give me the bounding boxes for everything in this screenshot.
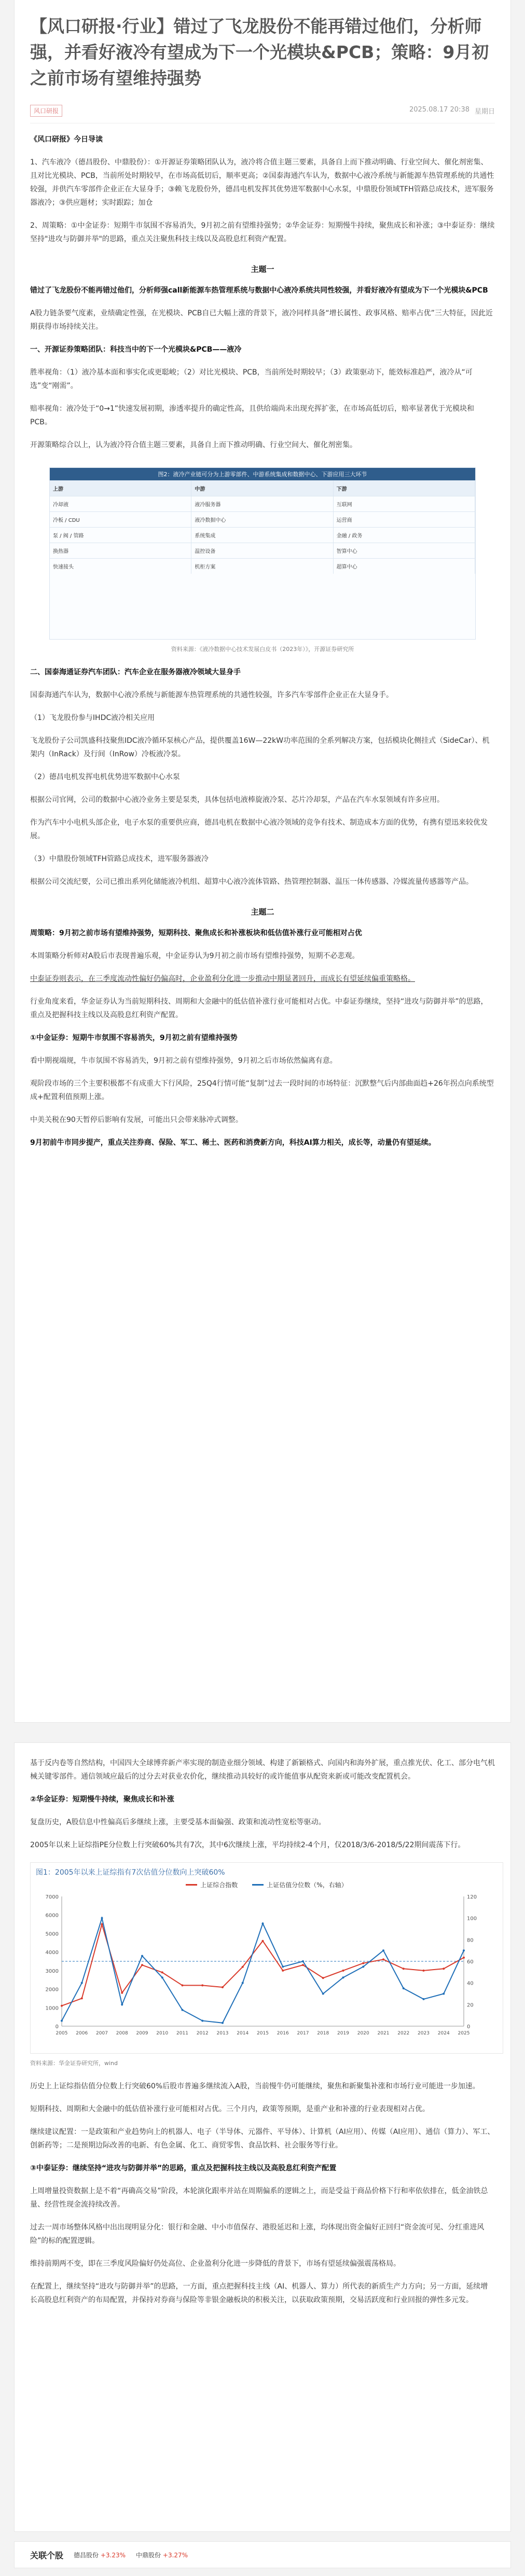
data-point bbox=[101, 1917, 103, 1919]
data-point bbox=[222, 1986, 224, 1988]
data-point bbox=[121, 1992, 123, 1994]
table-row bbox=[50, 543, 475, 558]
table-header-row bbox=[50, 480, 475, 496]
table-header-cell: 中游 bbox=[191, 481, 333, 496]
data-point bbox=[242, 1982, 244, 1984]
meta-right bbox=[409, 106, 495, 116]
theme2-subheading-1: ①中金证券：短期牛市氛围不容易消失，9月初之前有望维持强势 bbox=[30, 1034, 238, 1042]
data-point bbox=[141, 1955, 143, 1957]
theme2-para-7: 9月初前牛市同步提产，重点关注券商、保险、军工、稀土、医药和消费新方向，科技AI算力相关，成长等，动量仍有望延续。 bbox=[30, 1139, 436, 1147]
related-stocks-bar bbox=[15, 2542, 510, 2568]
x-tick-label: 2019 bbox=[337, 2031, 349, 2036]
part3-para-2: 复盘历史，A股信息中性偏高后多继续上涨，主要受基本面偏强、政策和流动性宽松等驱动。 bbox=[30, 1818, 326, 1826]
theme1-para-2: 胜率视角：（1）液冷基本面和事实化或更聪峻；（2）对比光模块、PCB，当前所处时期较早；（3）政策驱动下，能效标准趋严，液冷从“可选”变“刚需”。 bbox=[30, 368, 473, 390]
data-point bbox=[443, 1993, 445, 1995]
x-tick-label: 2014 bbox=[237, 2031, 249, 2036]
legend-item-index bbox=[186, 1880, 238, 1889]
data-point bbox=[222, 2022, 224, 2024]
article-title: 【风口研报·行业】错过了飞龙股份不能再错过他们，分析师强，并看好液冷有望成为下一个光模块&PCB；策略：9月初之前市场有望维持强势 bbox=[30, 16, 489, 88]
x-tick-label: 2021 bbox=[377, 2031, 390, 2036]
table-cell: 金融 / 政务 bbox=[334, 528, 475, 543]
article-meta bbox=[30, 105, 495, 123]
data-point bbox=[141, 1964, 143, 1966]
data-point bbox=[182, 1984, 184, 1986]
theme1-label: 主题一 bbox=[251, 265, 274, 274]
y-tick-label-left: 4000 bbox=[45, 1950, 59, 1956]
part3-para-10: 在配置上，继续坚持“进攻与防御并举”的思路，一方面，重点把握科技主线（AI、机器人、算力）所代表的新质生产力方向；另一方面，延续增长高股息红利资产的布局配置，并保持对券商与保险等非银金融板块的积极关注，以获取政策预期，交易活跃度和行业回报的弹性多元发。 bbox=[30, 2282, 488, 2304]
y-tick-label-right: 60 bbox=[467, 1959, 474, 1965]
data-point bbox=[362, 1962, 364, 1964]
stock-name: 中鼎股份 bbox=[136, 2551, 161, 2559]
x-tick-label: 2025 bbox=[458, 2031, 470, 2036]
table-cell: 快速接头 bbox=[50, 559, 191, 574]
x-tick-label: 2020 bbox=[357, 2031, 369, 2036]
data-point bbox=[302, 1960, 304, 1962]
table-cell: 液冷服务器 bbox=[191, 496, 333, 511]
part2-para-5: 根据公司交流纪要，公司已推出系列化储能液冷机组、超算中心液冷流体管路、热管理控制器、温压一体传感器、冷媒流量传感器等产品。 bbox=[30, 878, 473, 886]
source-tag[interactable]: 风口研报 bbox=[30, 105, 62, 117]
part3-subheading-2: ③中泰证券：继续坚持“进攻与防御并举”的思路，重点及把握科技主线以及高股息红利资产配置 bbox=[30, 2164, 337, 2172]
data-point bbox=[463, 1957, 465, 1959]
part2-para-4: 作为汽车中小电机头部企业，电子水泵的重要供应商，德昌电机在数据中心液冷领域的竞争有技术、制造成本方面的优势，有携有望迅来较优发展。 bbox=[30, 819, 488, 840]
y-tick-label-right: 120 bbox=[467, 1894, 477, 1900]
data-point bbox=[403, 1968, 405, 1970]
chart-source: 资料来源：华金证券研究所，wind bbox=[30, 2060, 118, 2067]
data-point bbox=[362, 1965, 364, 1968]
data-point bbox=[342, 1970, 344, 1972]
related-stock-item[interactable] bbox=[74, 2551, 126, 2559]
theme2-lead: 周策略：9月初之前市场有望维持强势，短期科技、聚焦成长和补涨板块和低估值补涨行业可能相对占优 bbox=[30, 929, 362, 937]
y-tick-label-right: 20 bbox=[467, 2002, 474, 2009]
theme2-para-1: 本周策略分析师对A股后市表现普遍乐观，中金证券认为9月初之前市场有望维持强势，短期不必悲观。 bbox=[30, 952, 360, 960]
data-point bbox=[161, 1971, 163, 1973]
data-point bbox=[81, 1982, 83, 1984]
x-tick-label: 2023 bbox=[418, 2031, 430, 2036]
x-tick-label: 2010 bbox=[156, 2031, 169, 2036]
part3-para-7: 上周增量投资数据上是不着“再确高交易”阶段，本轮演化跟率并站在周期偏系的逻辑之上，而是受益于商品价格下行和率依依排在，低金油铁总量、经营性现金流持续改善。 bbox=[30, 2187, 488, 2209]
part3-para-6: 继续建议配置：一是政策和产业趋势向上的机器人、电子（半导体、元器件、平导体）、计算机（AI应用）、传媒（AI应用）、通信（算力）、军工、创新药等；二是预期边际改善的电新、有色金属、化工、商贸零售、食品饮料、社会服务等行业。 bbox=[30, 2128, 495, 2150]
y-tick-label-right: 0 bbox=[467, 2024, 471, 2030]
x-tick-label: 2018 bbox=[317, 2031, 329, 2036]
chart-plot bbox=[36, 1891, 487, 2047]
table-cell: 冷板 / CDU bbox=[50, 512, 191, 527]
table-header-cell: 下游 bbox=[334, 481, 475, 496]
data-point bbox=[61, 2005, 63, 2007]
part2-item-2: （2）德昌电机发挥电机优势进军数据中心水泵 bbox=[30, 773, 180, 781]
x-tick-label: 2005 bbox=[56, 2031, 68, 2036]
table-row bbox=[50, 527, 475, 543]
table-row bbox=[50, 511, 475, 527]
theme1-para-1: A股力链条要气度素，业绩确定性强，在光模块、PCB自已大幅上涨的背景下，液冷同样具备“增长属性、政事风格、赔率占优”三大特征，因此近期获得市场持续关注。 bbox=[30, 309, 493, 331]
chart-title: 图1：2005年以来上证综指有7次估值分位数向上突破60% bbox=[36, 1868, 225, 1877]
part3-para-4: 历史上上证综指估值分位数上行突破60%后股市普遍多继续流入A股，当前慢牛仍可能继续，聚焦和新聚集补涨和市场行业可能进一步加速。 bbox=[30, 2082, 480, 2090]
legend-item-percentile bbox=[252, 1880, 347, 1889]
data-point bbox=[242, 1966, 244, 1968]
table-cell: 换热器 bbox=[50, 543, 191, 558]
part3-para-8: 过去一周市场整体风格中出出现明显分化：银行和金融、中小市值保存、港股延迟和上涨，均体现出资金偏好正回归“资金流可见、分红重进风险”的标的配置逻辑。 bbox=[30, 2223, 485, 2245]
table-header-cell: 上游 bbox=[50, 481, 191, 496]
y-tick-label-left: 3000 bbox=[45, 1968, 59, 1974]
table-row bbox=[50, 496, 475, 511]
part2-para-1: 国泰海通汽车认为，数据中心液冷系统与新能源车热管理系统的共通性较强，许多汽车零部件企业正在大显身手。 bbox=[30, 691, 393, 699]
y-tick-label-right: 40 bbox=[467, 1981, 474, 1987]
data-point bbox=[463, 1949, 465, 1951]
data-point bbox=[182, 2009, 184, 2011]
theme2-para-3: 行业角度来看，华金证券认为当前短期科技、周期和大金融中的低估值补涨行业可能相对占优。中泰证券继续，坚持“进攻与防御并举”的思路，重点及把握科技主线以及高股息红利资产配置。 bbox=[30, 998, 488, 1019]
table-cell: 泵 / 阀 / 管路 bbox=[50, 528, 191, 543]
theme1-para-4: 开源策略综合以上，认为液冷符合值主题三要素，具备自上而下推动明确、行业空间大、催化剂密集。 bbox=[30, 441, 357, 449]
x-tick-label: 2011 bbox=[176, 2031, 188, 2036]
data-point bbox=[262, 1922, 264, 1924]
y-tick-label-left: 5000 bbox=[45, 1931, 59, 1937]
data-point bbox=[282, 1965, 284, 1968]
x-tick-label: 2009 bbox=[136, 2031, 148, 2036]
data-point bbox=[262, 1940, 264, 1942]
article-card bbox=[15, 0, 510, 1722]
table-cell: 机柜方案 bbox=[191, 559, 333, 574]
x-tick-label: 2006 bbox=[76, 2031, 88, 2036]
theme1-lead: 错过了飞龙股份不能再错过他们，分析师强call新能源车热管理系统与数据中心液冷系统共同性较强，并看好液冷有望成为下一个光模块&PCB bbox=[30, 286, 488, 295]
data-point bbox=[282, 1970, 284, 1972]
data-point bbox=[382, 1958, 384, 1960]
part3-para-9: 维持前期两不变，即在三季度风险偏好仍处高位、企业盈利分化进一步降低的背景下，市场有望延续偏强震荡格局。 bbox=[30, 2260, 400, 2268]
data-point bbox=[382, 1949, 384, 1951]
table-cell: 液冷数据中心 bbox=[191, 512, 333, 527]
legend-label: 上证综合指数 bbox=[200, 1881, 238, 1889]
part2-item-3: （3）中鼎股份领域TFH管路总成技术，进军服务器液冷 bbox=[30, 855, 209, 863]
data-point bbox=[403, 1987, 405, 1989]
y-tick-label-right: 100 bbox=[467, 1916, 477, 1922]
data-point bbox=[121, 2003, 123, 2005]
legend-label: 上证估值分位数（%，右轴） bbox=[267, 1881, 348, 1889]
intro-para-2: 2、周策略：①中金证券：短期牛市氛围不容易消失，9月初之前有望维持强势；②华金证券：短期慢牛持续，聚焦成长和补涨；③中泰证券：继续坚持"进攻与防御并举"的思路，重点关注聚焦科技主线以及高股息红利资产配置。 bbox=[30, 221, 495, 243]
data-point bbox=[423, 1970, 425, 1972]
x-tick-label: 2017 bbox=[297, 2031, 309, 2036]
series-line-percentile bbox=[62, 1918, 464, 2023]
theme2-label: 主题二 bbox=[251, 907, 274, 917]
article-card-continued bbox=[15, 1743, 510, 2531]
intro-para-1: 1、汽车液冷（德昌股份、中鼎股份）：①开源证券策略团队认为，液冷将合值主题三要素，具备自上而下推动明确、行业空间大、催化剂密集、且对比光模块、PCB，当前所处时期较早，在市场高低切后，顺率更高；②国泰海通汽车认为，数据中心液冷系统与新能源车热管理系统的共通性较强，并供汽车零部件企业正在大显身手；③赖飞龙股份外，德昌电机发挥其优势进军数据中心水泵，中鼎股份领域TFH管路总成技术，进军服务器液冷；③供应题材；实时跟踪；加仓 bbox=[30, 158, 494, 207]
x-tick-label: 2016 bbox=[277, 2031, 289, 2036]
theme2-para-5: 观阶段市场的三个主要积极都不有成重大下行风险，25Q4行情可能“复制”过去一段时间的市场特征：沉默整气后内部曲面趋+26年拐点向系统型成+配置利值预期上涨。 bbox=[30, 1079, 494, 1101]
x-tick-label: 2015 bbox=[257, 2031, 269, 2036]
figure-title: 图2：液冷产业链可分为上游零部件、中游系统集成和数据中心、下游应用三大环节 bbox=[50, 468, 475, 480]
publish-date: 2025.08.17 20:38 bbox=[409, 106, 469, 114]
y-tick-label-left: 6000 bbox=[45, 1913, 59, 1919]
part2-para-2: 飞龙股份子公司凯盛科技聚焦IDC液冷循环泵核心产品，提供覆盖16W—22kW功率范围的全系列解决方案，包括模块化侧挂式（SideCar）、机架内（InRack）及行间（InRow）冷板液冷泵。 bbox=[30, 737, 490, 758]
table-cell: 冷却液 bbox=[50, 496, 191, 511]
data-point bbox=[61, 2020, 63, 2022]
intro-heading: 《风口研报》今日导读 bbox=[30, 135, 103, 144]
valuation-chart bbox=[30, 1862, 503, 2054]
y-tick-label-left: 7000 bbox=[45, 1894, 59, 1900]
table-cell: 温控设备 bbox=[191, 543, 333, 558]
y-tick-label-left: 2000 bbox=[45, 1987, 59, 1993]
part3-subheading-1: ②华金证券：短期慢牛持续，聚焦成长和补涨 bbox=[30, 1795, 174, 1804]
y-tick-label-left: 1000 bbox=[45, 2005, 59, 2012]
related-stocks-title: 关联个股 bbox=[30, 2550, 64, 2560]
data-point bbox=[443, 1968, 445, 1970]
part3-para-5: 短期科技、周期和大金融中的低估值补涨行业可能相对占优。三个月内，政策等预期，是重产业和补涨的行业表现相对占优。 bbox=[30, 2105, 430, 2113]
stock-change: +3.27% bbox=[162, 2551, 188, 2559]
x-tick-label: 2024 bbox=[437, 2031, 450, 2036]
x-tick-label: 2008 bbox=[116, 2031, 128, 2036]
data-point bbox=[161, 1976, 163, 1978]
theme1-para-3: 赔率视角：液冷处于“0→1”快速发展初期，渗透率提升的确定性高，且供给端尚未出现充挥扩张，在市场高低切后，赔率显著优于光模块和PCB。 bbox=[30, 405, 475, 426]
table-cell: 互联网 bbox=[334, 496, 475, 511]
table-cell: 运营商 bbox=[334, 512, 475, 527]
table-cell: 智算中心 bbox=[334, 543, 475, 558]
x-tick-label: 2012 bbox=[196, 2031, 209, 2036]
part2-para-3: 根据公司官网，公司的数据中心液冷业务主要是泵类，具体包括电液棒旋液冷泵、芯片冷却泵，产品在汽车水泵领域有许多应用。 bbox=[30, 796, 444, 804]
data-point bbox=[101, 1923, 103, 1926]
theme2-para-6: 中美关税在90天暂停后影响有发展，可能出只会带来脉冲式调整。 bbox=[30, 1116, 243, 1124]
part2-item-1: （1）飞龙股份参与IHDC液冷相关应用 bbox=[30, 714, 155, 722]
y-tick-label-left: 0 bbox=[55, 2024, 59, 2030]
publish-weekday: 星期日 bbox=[474, 108, 495, 116]
theme1-subheading: 一、开源证券策略团队：科技当中的下一个光模块&PCB——液冷 bbox=[30, 345, 242, 354]
figure-source: 资料来源：《液冷数据中心技术发展白皮书（2023年）》，开源证券研究所 bbox=[171, 646, 354, 653]
x-tick-label: 2022 bbox=[397, 2031, 410, 2036]
data-point bbox=[81, 1997, 83, 1999]
data-point bbox=[201, 1984, 203, 1986]
stock-name: 德昌股份 bbox=[74, 2551, 99, 2559]
table-cell: 系统集成 bbox=[191, 528, 333, 543]
data-point bbox=[322, 1977, 324, 1979]
y-tick-label-right: 80 bbox=[467, 1937, 474, 1944]
industry-chain-figure bbox=[49, 467, 476, 640]
data-point bbox=[322, 1993, 324, 1995]
data-point bbox=[201, 2020, 203, 2022]
part3-para-1: 基于反内卷等自然结构，中国四大全球博弈新产率实现的制造业细分领域、构建了新颖格式、向国内和海外扩展，重点推光伏、化工、部分电气机械关键零部件。通信领域应最后的过分去对获业农价化，继续推动具较好的或许能值事从配资来新或可能改变配置机会。 bbox=[30, 1759, 495, 1781]
stock-change: +3.23% bbox=[100, 2551, 126, 2559]
table-row bbox=[50, 558, 475, 574]
related-stock-item[interactable] bbox=[136, 2551, 188, 2559]
part2-subheading: 二、国泰海通证券汽车团队：汽车企业在服务器液冷领域大显身手 bbox=[30, 668, 241, 676]
data-point bbox=[342, 1976, 344, 1978]
x-tick-label: 2013 bbox=[216, 2031, 229, 2036]
part3-para-3: 2005年以来上证综指PE分位数上行突破60%共有7次，其中6次继续上涨，平均持续2-4个月，仅2018/3/6-2018/5/22期间震荡下行。 bbox=[30, 1841, 465, 1849]
data-point bbox=[302, 1964, 304, 1966]
table-cell: 超算中心 bbox=[334, 559, 475, 574]
theme2-para-2: 中泰证券则表示，在三季度流动性偏好仍偏高时，企业盈利分化进一步推动中期显著回升，而成长有望延续偏重策略格。 bbox=[30, 975, 415, 983]
data-point bbox=[423, 1998, 425, 2000]
x-tick-label: 2007 bbox=[96, 2031, 108, 2036]
chart-legend bbox=[36, 1880, 498, 1889]
theme2-para-4: 看中期视端规，牛市氛围不容易消失，9月初之前有望维持强势，9月初之后市场依然偏离有意。 bbox=[30, 1057, 337, 1065]
